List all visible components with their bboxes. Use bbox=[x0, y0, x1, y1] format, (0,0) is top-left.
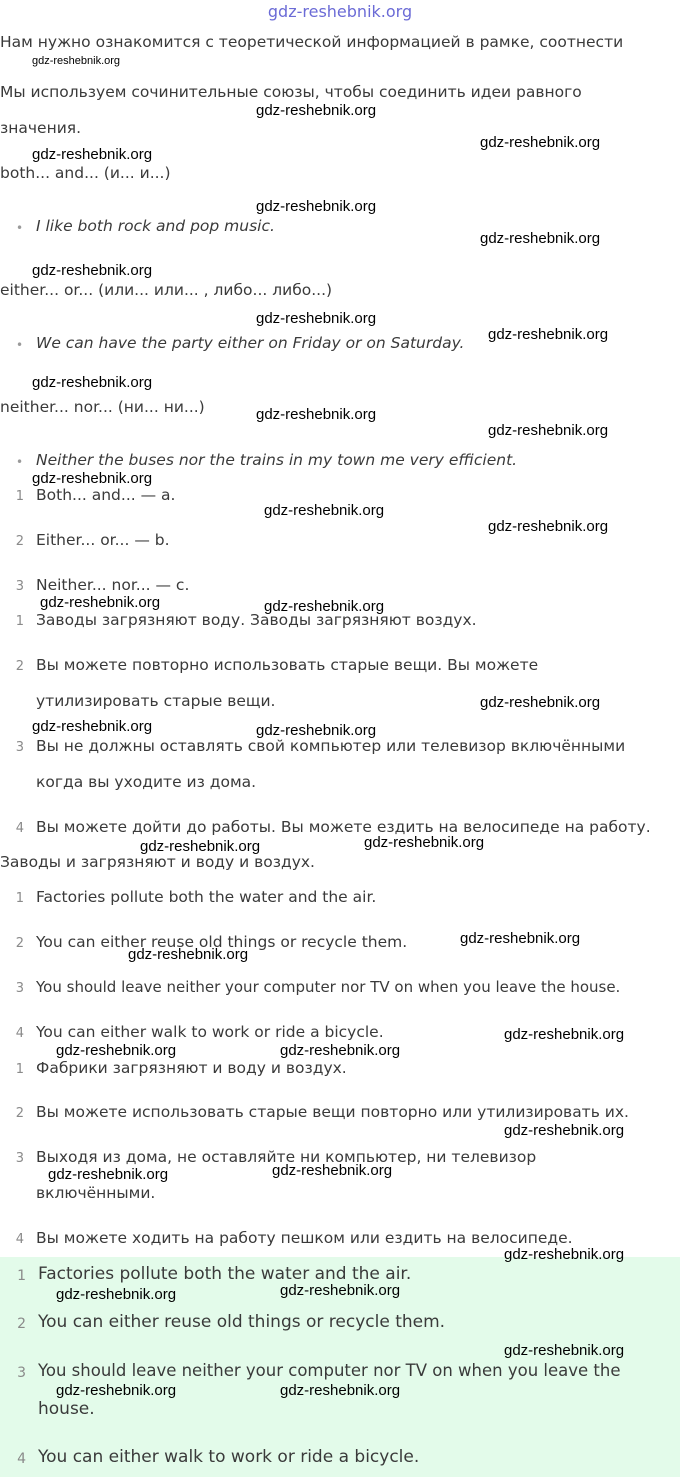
list-number: 2 bbox=[15, 659, 24, 674]
list-number: 3 bbox=[15, 740, 24, 755]
list-number: 1 bbox=[15, 614, 24, 629]
watermark: gdz-reshebnik.org bbox=[40, 594, 161, 611]
list-item: Factories pollute both the water and the air. bbox=[36, 888, 377, 906]
watermark: gdz-reshebnik.org bbox=[32, 146, 153, 163]
list-item: Вы можете дойти до работы. Вы можете ездить на велосипеде на работу. bbox=[36, 818, 651, 836]
list-item: Вы можете повторно использовать старые вещи. Вы можете bbox=[36, 656, 539, 674]
theory-line-2: значения. bbox=[0, 119, 82, 137]
watermark: gdz-reshebnik.org bbox=[128, 946, 249, 963]
bullet-icon: • bbox=[16, 338, 24, 352]
watermark: gdz-reshebnik.org bbox=[56, 1286, 177, 1303]
watermark: gdz-reshebnik.org bbox=[280, 1282, 401, 1299]
watermark: gdz-reshebnik.org bbox=[480, 230, 601, 247]
combined-sentence: Заводы и загрязняют и воду и воздух. bbox=[0, 853, 315, 871]
watermark: gdz-reshebnik.org bbox=[264, 502, 385, 519]
list-item: You can either reuse old things or recycle them. bbox=[36, 933, 408, 951]
watermark: gdz-reshebnik.org bbox=[364, 834, 485, 851]
list-number: 3 bbox=[15, 579, 24, 594]
watermark: gdz-reshebnik.org bbox=[264, 598, 385, 615]
list-item-cont: включёнными. bbox=[36, 1184, 156, 1202]
watermark: gdz-reshebnik.org bbox=[504, 1246, 625, 1263]
watermark: gdz-reshebnik.org bbox=[504, 1122, 625, 1139]
list-item: Заводы загрязняют воду. Заводы загрязняют воздух. bbox=[36, 611, 477, 629]
list-number: 2 bbox=[15, 936, 24, 951]
list-item-cont: когда вы уходите из дома. bbox=[36, 773, 257, 791]
bullet-icon: • bbox=[16, 221, 24, 235]
watermark: gdz-reshebnik.org bbox=[32, 470, 153, 487]
watermark: gdz-reshebnik.org bbox=[256, 102, 377, 119]
list-number: 1 bbox=[15, 1062, 24, 1077]
watermark: gdz-reshebnik.org bbox=[460, 930, 581, 947]
list-item: Either... or... — b. bbox=[36, 531, 170, 549]
watermark: gdz-reshebnik.org bbox=[280, 1042, 401, 1059]
list-item: You can either walk to work or ride a bicycle. bbox=[38, 1447, 420, 1467]
watermark: gdz-reshebnik.org bbox=[488, 326, 609, 343]
watermark: gdz-reshebnik.org bbox=[480, 134, 601, 151]
watermark: gdz-reshebnik.org bbox=[256, 722, 377, 739]
list-number: 1 bbox=[15, 489, 24, 504]
list-number: 4 bbox=[15, 821, 24, 836]
watermark: gdz-reshebnik.org bbox=[140, 838, 261, 855]
list-item: Вы не должны оставлять свой компьютер или телевизор включёнными bbox=[36, 737, 626, 755]
watermark: gdz-reshebnik.org bbox=[56, 1382, 177, 1399]
both-example: I like both rock and pop music. bbox=[36, 217, 275, 235]
list-item: Фабрики загрязняют и воду и воздух. bbox=[36, 1059, 347, 1077]
watermark: gdz-reshebnik.org bbox=[256, 406, 377, 423]
list-number: 1 bbox=[17, 1268, 26, 1284]
list-item: Выходя из дома, не оставляйте ни компьютер, ни телевизор bbox=[36, 1148, 537, 1166]
watermark: gdz-reshebnik.org bbox=[480, 694, 601, 711]
watermark: gdz-reshebnik.org bbox=[32, 374, 153, 391]
list-item-cont: утилизировать старые вещи. bbox=[36, 692, 276, 710]
list-number: 2 bbox=[15, 534, 24, 549]
watermark: gdz-reshebnik.org bbox=[504, 1026, 625, 1043]
watermark: gdz-reshebnik.org bbox=[256, 310, 377, 327]
watermark: gdz-reshebnik.org bbox=[272, 1162, 393, 1179]
watermark: gdz-reshebnik.org bbox=[32, 718, 153, 735]
list-item: Вы можете использовать старые вещи повторно или утилизировать их. bbox=[36, 1103, 629, 1121]
list-number: 2 bbox=[15, 1106, 24, 1121]
list-number: 4 bbox=[17, 1451, 26, 1467]
list-number: 3 bbox=[15, 981, 24, 996]
list-number: 2 bbox=[17, 1316, 26, 1332]
site-header[interactable]: gdz-reshebnik.org bbox=[267, 2, 413, 21]
watermark: gdz-reshebnik.org bbox=[488, 518, 609, 535]
list-number: 3 bbox=[17, 1365, 26, 1381]
both-label: both... and... (и... и...) bbox=[0, 164, 171, 182]
either-example: We can have the party either on Friday or on Saturday. bbox=[36, 334, 465, 352]
list-item: You should leave neither your computer nor TV on when you leave the house. bbox=[36, 978, 621, 996]
watermark: gdz-reshebnik.org bbox=[504, 1342, 625, 1359]
list-item: Neither... nor... — c. bbox=[36, 576, 190, 594]
neither-example: Neither the buses nor the trains in my town me very efficient. bbox=[36, 451, 518, 469]
watermark: gdz-reshebnik.org bbox=[32, 262, 153, 279]
watermark: gdz-reshebnik.org bbox=[280, 1382, 401, 1399]
list-item-cont: house. bbox=[38, 1399, 95, 1419]
list-item: You should leave neither your computer nor TV on when you leave the bbox=[38, 1361, 621, 1380]
list-item: You can either reuse old things or recycle them. bbox=[38, 1312, 446, 1332]
list-item: Вы можете ходить на работу пешком или ездить на велосипеде. bbox=[36, 1229, 573, 1247]
list-item: Both... and... — a. bbox=[36, 486, 176, 504]
watermark: gdz-reshebnik.org bbox=[48, 1166, 169, 1183]
bullet-icon: • bbox=[16, 455, 24, 469]
list-item: Factories pollute both the water and the air. bbox=[38, 1264, 412, 1284]
list-number: 3 bbox=[15, 1151, 24, 1166]
neither-label: neither... nor... (ни... ни...) bbox=[0, 398, 205, 416]
watermark: gdz-reshebnik.org bbox=[56, 1042, 177, 1059]
watermark: gdz-reshebnik.org bbox=[256, 198, 377, 215]
intro-text: Нам нужно ознакомится с теоретической информацией в рамке, соотнести bbox=[0, 33, 624, 51]
watermark: gdz-reshebnik.org bbox=[488, 422, 609, 439]
list-number: 4 bbox=[15, 1026, 24, 1041]
list-number: 4 bbox=[15, 1232, 24, 1247]
watermark: gdz-reshebnik.org bbox=[32, 55, 121, 67]
list-item: You can either walk to work or ride a bicycle. bbox=[36, 1023, 384, 1041]
either-label: either... or... (или... или... , либо... либо...) bbox=[0, 281, 333, 299]
theory-line-1: Мы используем сочинительные союзы, чтобы соединить идеи равного bbox=[0, 83, 582, 101]
list-number: 1 bbox=[15, 891, 24, 906]
